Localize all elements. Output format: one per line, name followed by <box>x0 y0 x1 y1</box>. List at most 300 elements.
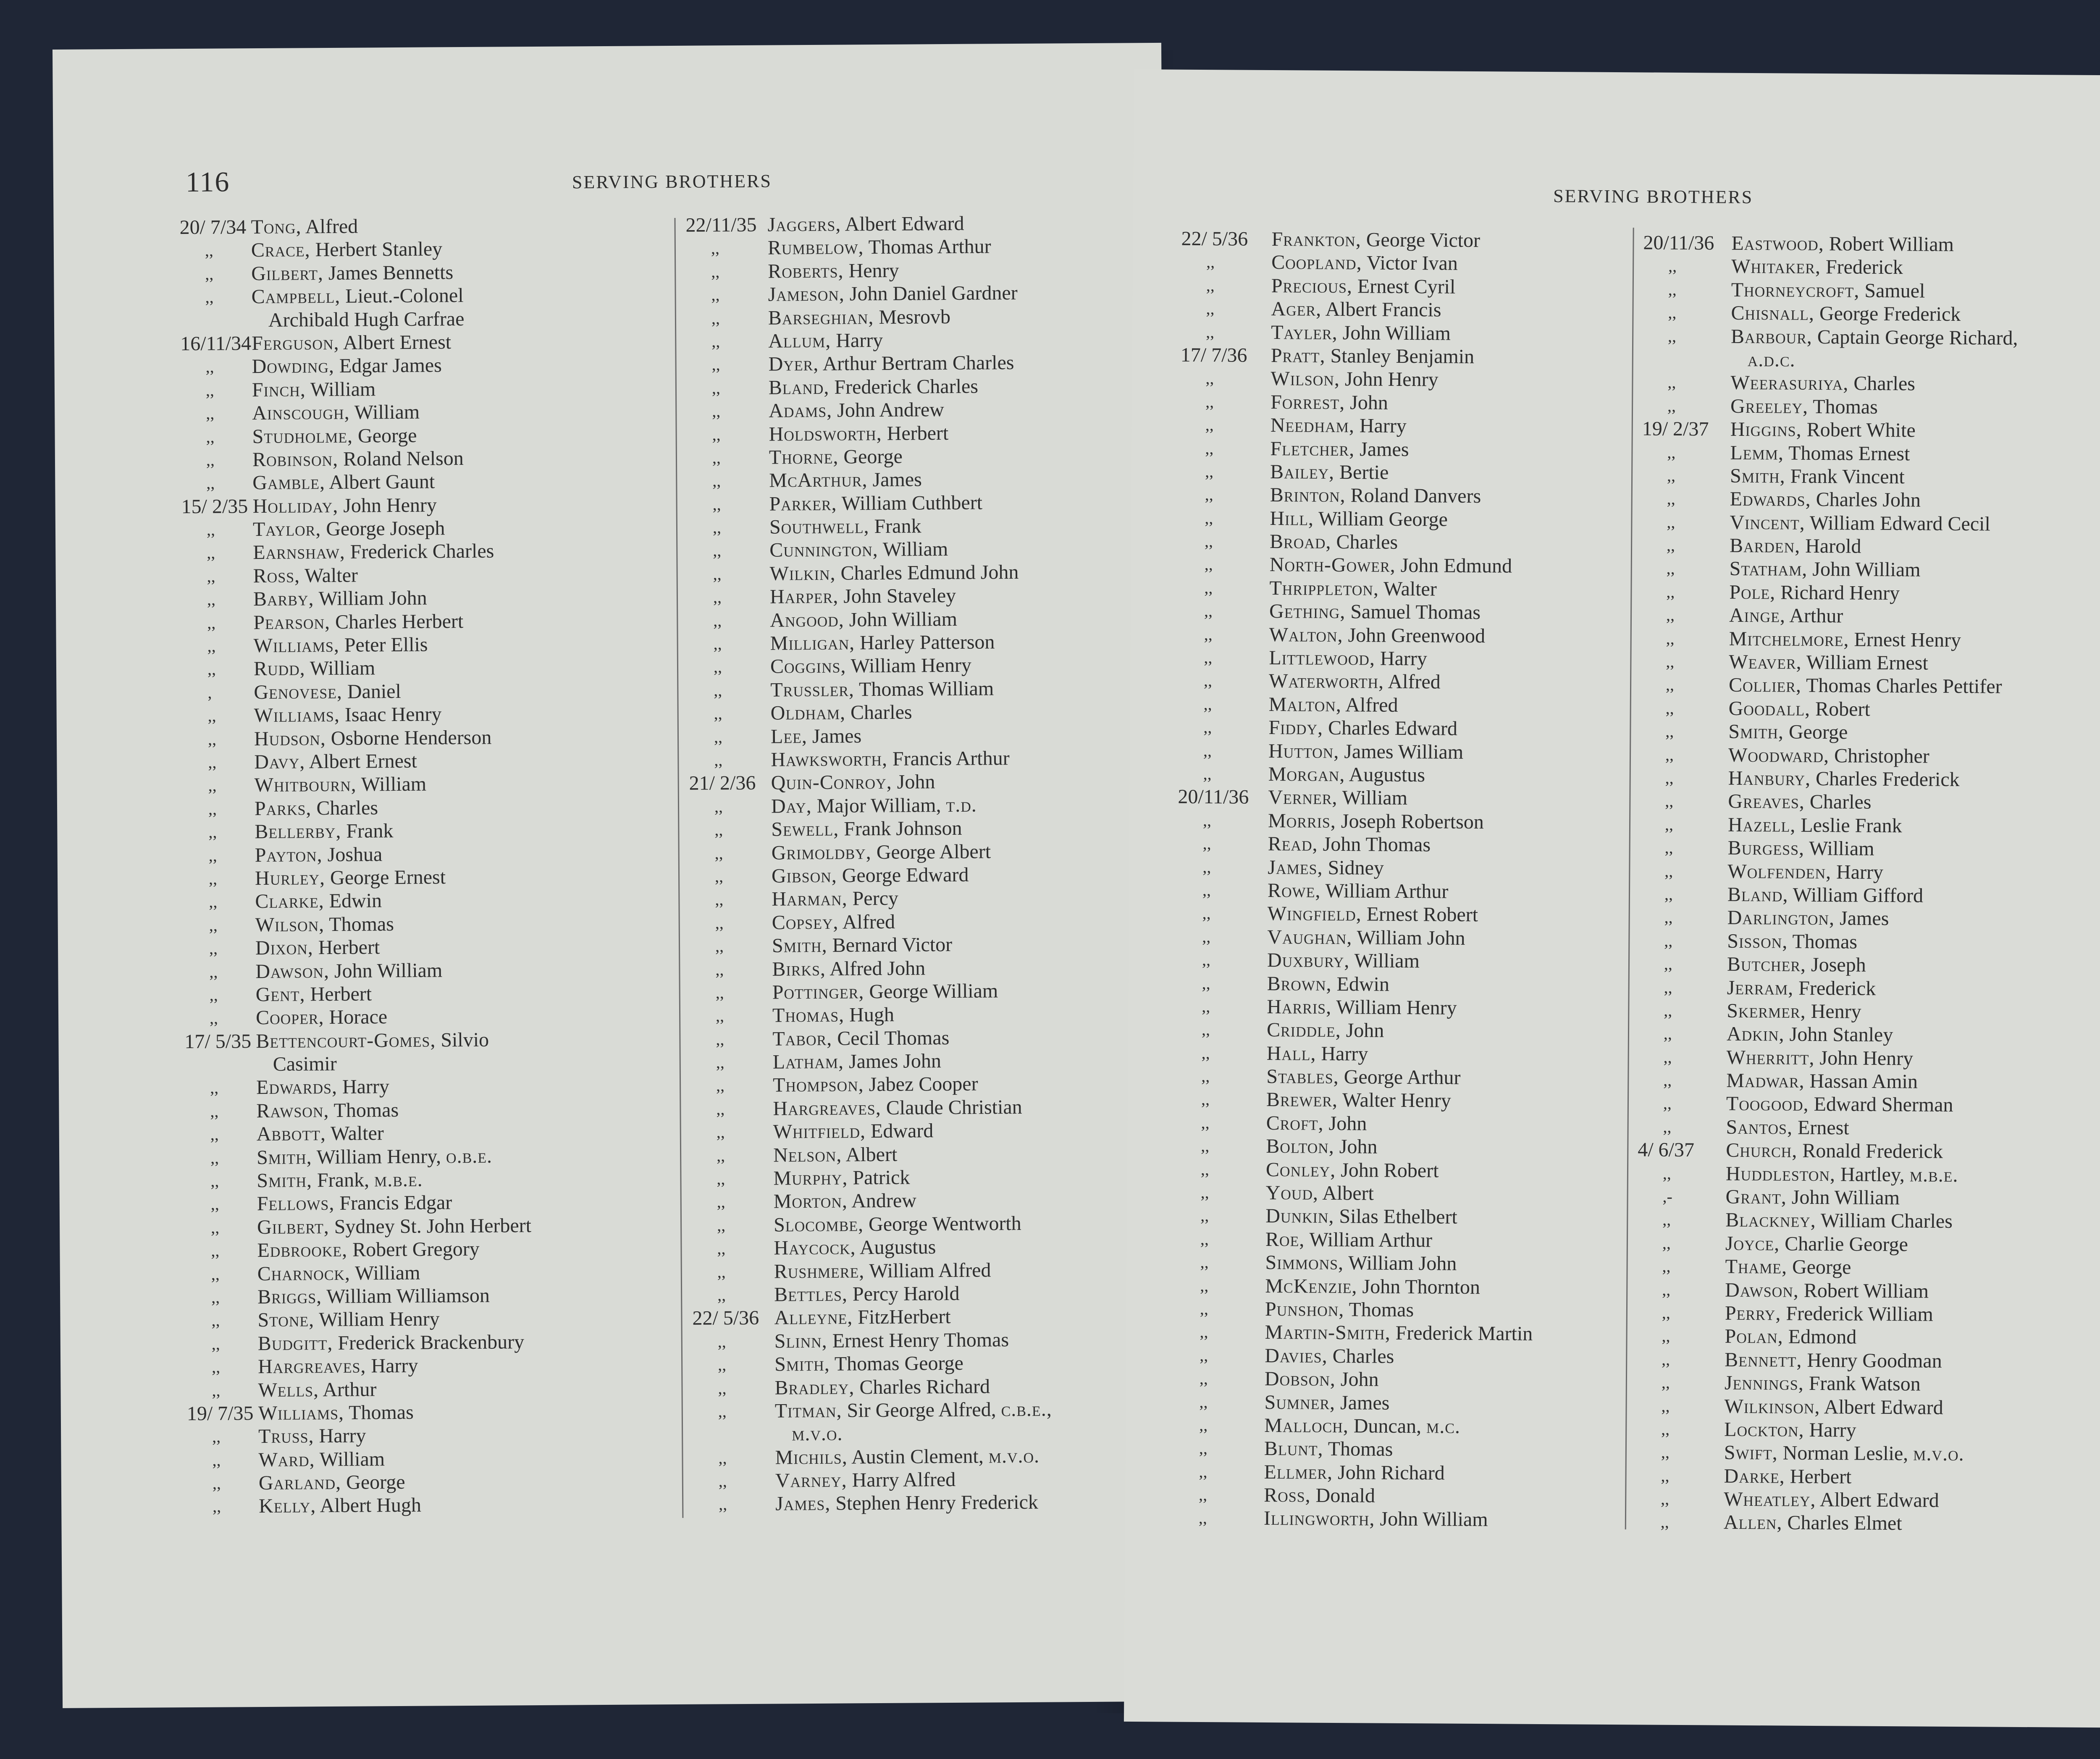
forenames: Ernest Robert <box>1361 903 1478 926</box>
member-name <box>771 793 977 818</box>
surname: Wheatley, <box>1724 1488 1816 1511</box>
surname: Higgins, <box>1730 418 1802 441</box>
surname: Smith, <box>774 1353 830 1376</box>
forenames: Harry <box>1375 647 1428 670</box>
surname: Barbour, <box>1730 325 1813 348</box>
surname: Morgan, <box>1268 763 1345 786</box>
forenames: Charlie George <box>1780 1232 1908 1256</box>
surname: Southwell, <box>769 515 869 538</box>
surname: Bennett, <box>1725 1348 1802 1371</box>
member-name <box>1271 344 1475 368</box>
forenames: Harry <box>366 1354 418 1377</box>
ditto-mark: , <box>207 683 212 702</box>
surname: Thomas, <box>772 1004 845 1027</box>
ditto-mark: ,, <box>1206 299 1215 318</box>
forenames: Austin Clement, <box>847 1445 989 1468</box>
member-name <box>1268 809 1484 834</box>
member-name <box>1728 813 1902 837</box>
surname: Wells, <box>258 1378 319 1401</box>
forenames: John <box>1345 391 1389 414</box>
admission-date: 19/ 2/37 <box>1642 417 1709 440</box>
surname: Barby, <box>253 587 314 611</box>
member-name <box>251 284 463 308</box>
ditto-mark: ,, <box>714 727 723 747</box>
member-name <box>1725 1348 1942 1373</box>
ditto-mark: ,, <box>1664 908 1673 927</box>
ditto-mark: ,, <box>213 1497 221 1516</box>
member-name <box>1727 1022 1893 1047</box>
forenames: John Henry <box>1814 1046 1914 1070</box>
forenames: Walter <box>326 1122 384 1145</box>
member-name <box>775 1444 1040 1469</box>
forenames: John <box>892 771 935 794</box>
honours: o.b.e. <box>446 1145 493 1167</box>
surname: Hargreaves, <box>773 1096 881 1120</box>
member-name <box>252 424 417 448</box>
forenames: Victor Ivan <box>1362 252 1458 275</box>
forenames: Ernest Henry <box>1849 628 1961 651</box>
member-name <box>257 1261 420 1285</box>
forenames: Alfred <box>1383 671 1441 693</box>
surname: Dowding, <box>252 355 335 378</box>
surname: Smith, <box>1730 464 1785 488</box>
admission-date: 19/ 7/35 <box>186 1402 254 1425</box>
member-name <box>1727 929 1857 953</box>
ditto-mark: ,, <box>206 404 215 423</box>
surname: Pearson, <box>253 611 331 634</box>
forenames: Charles Herbert <box>330 610 464 633</box>
forenames: Robert William <box>1824 233 1954 256</box>
forenames: Percy <box>847 887 899 910</box>
ditto-mark: ,, <box>1665 792 1674 811</box>
surname: Greeley, <box>1730 395 1809 418</box>
surname: Fletcher, <box>1270 437 1355 460</box>
member-name <box>1267 925 1465 950</box>
member-name <box>1728 743 1929 768</box>
surname: Hutton, <box>1268 739 1339 763</box>
forenames: Albert Edward <box>1820 1395 1943 1419</box>
honours: m.b.e. <box>1909 1163 1958 1186</box>
member-name <box>769 422 948 446</box>
member-name <box>253 610 463 634</box>
forenames: Frederick <box>1793 977 1876 1000</box>
right-page <box>1124 69 2100 1729</box>
forenames: Thomas <box>1808 395 1878 418</box>
surname: Swift, <box>1724 1441 1778 1464</box>
member-name <box>774 1375 990 1400</box>
member-name <box>1728 720 1848 744</box>
member-name <box>769 561 1018 585</box>
forenames: Henry Goodman <box>1802 1349 1942 1372</box>
ditto-mark: ,, <box>718 1355 727 1374</box>
forenames: George <box>1787 1256 1851 1279</box>
member-name <box>773 1143 898 1167</box>
forenames: Augustus <box>1345 763 1425 786</box>
surname: Davies, <box>1265 1344 1328 1367</box>
honours: m.c. <box>1426 1415 1461 1438</box>
forenames: Charles Edmund John <box>835 561 1019 585</box>
member-name <box>1269 693 1398 717</box>
surname: Haycock, <box>774 1236 856 1259</box>
ditto-mark: ,, <box>1200 1299 1209 1319</box>
ditto-mark: ,, <box>1666 606 1675 625</box>
forenames: William Henry, <box>312 1145 446 1168</box>
forenames: John Richard <box>1332 1461 1445 1484</box>
ditto-mark: ,, <box>208 752 217 772</box>
forenames: William Henry <box>846 654 972 677</box>
forenames: Hartley, <box>1835 1163 1910 1186</box>
forenames: Charles <box>1804 791 1872 814</box>
surname: Genovese, <box>254 680 343 703</box>
ditto-mark: ,, <box>1202 834 1211 853</box>
admission-date: 20/ 7/34 <box>179 216 247 239</box>
member-name <box>769 445 903 469</box>
forenames: Francis Arthur <box>887 747 1010 770</box>
surname: Rushmere, <box>774 1259 865 1283</box>
admission-date: 22/ 5/36 <box>692 1307 759 1330</box>
forenames: Frank Johnson <box>839 817 962 840</box>
forenames: Patrick <box>848 1166 910 1189</box>
member-name <box>1267 1042 1368 1066</box>
member-name <box>1269 577 1437 601</box>
surname: Campbell, <box>251 285 341 308</box>
forenames: William Henry <box>314 1308 440 1331</box>
ditto-mark: ,, <box>1663 1070 1672 1090</box>
surname: Sewell, <box>771 818 839 841</box>
member-name <box>255 865 446 890</box>
surname: Gilbert, <box>251 262 324 285</box>
member-name <box>253 516 445 541</box>
ditto-mark: ,, <box>711 285 720 304</box>
forenames: Alfred <box>301 215 358 238</box>
ditto-mark: ,- <box>1662 1187 1673 1206</box>
member-name <box>769 468 922 493</box>
ditto-mark: ,, <box>718 1402 727 1421</box>
surname: Kelly, <box>259 1494 316 1518</box>
member-name <box>1271 274 1456 299</box>
member-name <box>1729 697 1870 721</box>
surname: Skermer, <box>1727 999 1806 1022</box>
surname: Duxbury, <box>1267 949 1350 972</box>
forenames: Edgar James <box>334 354 442 377</box>
surname: Williams, <box>254 704 340 727</box>
forenames: Mesrovb <box>874 305 951 328</box>
ditto-mark: ,, <box>1200 1183 1209 1202</box>
member-name <box>775 1397 1052 1422</box>
member-name <box>1727 860 1883 884</box>
ditto-mark: ,, <box>1663 1047 1672 1067</box>
surname: Jameson, <box>768 283 845 306</box>
ditto-mark: ,, <box>1664 815 1674 834</box>
forenames: Thomas William <box>854 677 994 701</box>
forenames: John Robert <box>1336 1159 1439 1182</box>
member-name <box>1724 1441 1964 1466</box>
forenames: Cecil Thomas <box>832 1026 950 1050</box>
surname: Slinn, <box>774 1329 827 1353</box>
surname: Tong, <box>251 215 302 239</box>
surname: Cunnington, <box>769 538 878 562</box>
running-head: SERVING BROTHERS <box>1553 186 1754 208</box>
member-name <box>1265 1298 1414 1322</box>
forenames: Henry <box>843 259 899 282</box>
forenames: Ernest Henry Thomas <box>827 1328 1009 1352</box>
forenames: Thomas <box>329 1098 399 1122</box>
surname: Conley, <box>1265 1158 1336 1181</box>
forenames: Thomas <box>1344 1298 1414 1321</box>
forenames: Augustus <box>856 1236 936 1259</box>
member-name <box>1728 767 1960 792</box>
ditto-mark: ,, <box>212 1473 221 1493</box>
ditto-mark: ,, <box>1200 1322 1208 1342</box>
member-name <box>1268 786 1407 810</box>
ditto-mark: ,, <box>1203 671 1213 690</box>
surname: Bellerby, <box>255 820 341 843</box>
ditto-mark: ,, <box>1661 1373 1670 1392</box>
ditto-mark: ,, <box>1201 1043 1210 1062</box>
surname: Huddleston, <box>1725 1162 1836 1185</box>
ditto-mark: ,, <box>1200 1159 1210 1179</box>
member-name <box>1270 553 1512 578</box>
member-name <box>1726 1162 1958 1187</box>
surname: Rawson, <box>256 1099 329 1122</box>
forenames: Roland Danvers <box>1345 484 1481 508</box>
surname: Murphy, <box>773 1167 848 1190</box>
forenames: James Bennetts <box>323 261 454 284</box>
member-name <box>768 351 1014 376</box>
ditto-mark: ,, <box>1201 1067 1210 1086</box>
surname: Fellows, <box>257 1192 335 1215</box>
surname: Angood, <box>770 608 844 632</box>
ditto-mark: ,, <box>207 706 216 725</box>
member-name <box>773 1072 978 1097</box>
forenames: Thomas <box>1323 1438 1393 1461</box>
ditto-mark: ,, <box>207 543 215 563</box>
member-name <box>1727 883 1923 907</box>
surname: Rudd, <box>253 657 305 680</box>
surname: Illingworth, <box>1263 1507 1375 1531</box>
forenames: Charles <box>311 797 378 820</box>
surname: Goodall, <box>1728 697 1811 720</box>
surname: Ager, <box>1271 298 1322 320</box>
ditto-mark: ,, <box>1667 466 1676 485</box>
member-name <box>254 726 492 750</box>
ditto-mark: ,, <box>715 890 724 909</box>
forenames: William Henry <box>1331 996 1457 1019</box>
surname: Bolton, <box>1266 1135 1334 1158</box>
ditto-mark: ,, <box>714 750 723 770</box>
forenames: Harry <box>1804 1418 1856 1442</box>
surname: Nelson, <box>773 1143 842 1167</box>
ditto-mark: ,, <box>1204 624 1213 644</box>
forenames: John Henry <box>338 494 437 517</box>
forenames: Harry <box>1354 414 1407 438</box>
member-name <box>1729 674 2002 698</box>
member-name <box>255 773 427 797</box>
member-name <box>1728 790 1871 814</box>
member-name <box>255 912 394 936</box>
member-name <box>251 261 453 285</box>
ditto-mark: ,, <box>714 797 723 816</box>
ditto-mark: ,, <box>1203 718 1212 737</box>
forenames: Hassan Amin <box>1804 1070 1918 1093</box>
surname: Criddle, <box>1266 1019 1341 1042</box>
ditto-mark: ,, <box>208 869 218 888</box>
member-name <box>255 796 378 820</box>
surname: Darlington, <box>1727 906 1835 930</box>
forenames: Donald <box>1310 1484 1376 1507</box>
member-name <box>771 771 935 795</box>
surname: Grimoldby, <box>771 841 872 864</box>
ditto-mark: ,, <box>716 1029 724 1049</box>
honours: m.v.o. <box>988 1444 1040 1468</box>
surname: Stone, <box>257 1308 315 1332</box>
surname: Darke, <box>1724 1465 1785 1488</box>
forenames: George <box>838 445 903 468</box>
member-name <box>771 724 862 748</box>
member-name <box>1726 1046 1913 1070</box>
member-name <box>1730 488 1921 512</box>
ditto-mark: ,, <box>1668 303 1677 322</box>
forenames: Frederick Martin <box>1390 1322 1533 1345</box>
member-name <box>1264 1507 1488 1531</box>
member-name <box>772 840 991 865</box>
ditto-mark: ,, <box>1201 1136 1210 1156</box>
surname: Day, <box>771 794 812 818</box>
ditto-mark: ,, <box>1198 1508 1208 1528</box>
forenames: George Frederick <box>1814 302 1961 326</box>
surname: Garland, <box>258 1471 341 1494</box>
forenames: Roland Nelson <box>338 447 464 470</box>
member-name <box>1730 371 1915 396</box>
ditto-mark: ,, <box>1205 461 1214 481</box>
forenames: Harry <box>337 1075 390 1098</box>
forenames: Albert Edward <box>841 212 964 236</box>
surname: Ward, <box>258 1448 315 1471</box>
ditto-mark: ,, <box>212 1381 220 1400</box>
member-name <box>1726 1092 1953 1117</box>
surname: Roe, <box>1265 1228 1305 1251</box>
ditto-mark: ,, <box>1663 1117 1672 1136</box>
ditto-mark: ,, <box>1204 555 1213 574</box>
member-name <box>1268 902 1478 926</box>
surname: Vaughan, <box>1267 925 1352 949</box>
member-name <box>257 1237 480 1262</box>
surname: Bland, <box>1727 883 1788 906</box>
surname: Ross, <box>253 564 300 587</box>
surname: Dawson, <box>255 959 330 983</box>
surname: Malton, <box>1268 693 1342 716</box>
ditto-mark: ,, <box>717 1285 726 1305</box>
ditto-mark: ,, <box>1664 978 1672 997</box>
forenames: James <box>1834 907 1889 930</box>
ditto-mark: ,, <box>1205 532 1213 551</box>
member-name <box>252 493 437 518</box>
member-name <box>252 377 376 401</box>
surname: Robinson, <box>252 448 339 471</box>
ditto-mark: ,, <box>716 1076 725 1095</box>
ditto-mark: ,, <box>1199 1462 1208 1481</box>
ditto-mark: ,, <box>713 611 722 630</box>
surname: Bettles, <box>774 1283 848 1306</box>
surname: Birks, <box>772 957 826 980</box>
surname: Littlewood, <box>1269 647 1376 670</box>
member-name <box>1269 623 1486 648</box>
member-name <box>1265 1321 1533 1345</box>
forenames: Frank Vincent <box>1785 465 1905 488</box>
member-name <box>1730 418 1916 442</box>
forenames: Thomas Ernest <box>1783 441 1910 465</box>
member-name <box>1271 321 1451 345</box>
entries-column-2 <box>685 212 1052 1516</box>
ditto-mark: ,, <box>1205 485 1213 504</box>
ditto-mark: ,, <box>208 776 217 795</box>
forenames: John William <box>1337 321 1451 345</box>
member-name <box>775 1491 1038 1515</box>
surname: Santos, <box>1726 1116 1793 1139</box>
ditto-mark: ,, <box>1662 1256 1671 1276</box>
ditto-mark: ,, <box>1664 954 1673 973</box>
ditto-mark: ,, <box>713 587 722 607</box>
admission-date: 17/ 5/35 <box>184 1030 252 1053</box>
ditto-mark: ,, <box>1200 1345 1208 1365</box>
forenames: Frederick William <box>1781 1302 1934 1326</box>
member-name <box>792 1422 843 1446</box>
surname: Earnshaw, <box>253 541 345 564</box>
ditto-mark: ,, <box>212 1427 221 1447</box>
forenames: Albert Ernest <box>339 331 452 354</box>
ditto-mark: ,, <box>716 1053 724 1072</box>
surname: Coopland, <box>1271 251 1362 274</box>
surname: Brown, <box>1267 972 1332 995</box>
forenames: James <box>1335 1391 1390 1414</box>
surname: Wherritt, <box>1726 1046 1815 1069</box>
surname: Harper, <box>769 585 839 608</box>
forenames: Stephen Henry Frederick <box>830 1491 1039 1515</box>
surname: Needham, <box>1270 414 1355 437</box>
name-continuation: Casimir <box>273 1052 337 1075</box>
forenames: Charles Edward <box>1323 716 1458 740</box>
surname: Harris, <box>1267 995 1332 1018</box>
surname: Hawksworth, <box>771 747 888 771</box>
forenames: Harry Alfred <box>847 1468 956 1492</box>
forenames: William John <box>1343 1252 1457 1275</box>
surname: Punshon, <box>1265 1298 1344 1321</box>
ditto-mark: ,, <box>1665 698 1674 718</box>
forenames: Frank <box>341 820 394 842</box>
surname: Jaggers, <box>767 213 841 236</box>
ditto-mark: ,, <box>205 357 214 377</box>
ditto-mark: ,, <box>211 1287 220 1307</box>
member-name <box>256 1075 389 1099</box>
member-name <box>1268 763 1425 787</box>
surname: Sumner, <box>1264 1391 1336 1414</box>
member-name <box>258 1424 366 1448</box>
surname: Hall, <box>1266 1042 1316 1065</box>
forenames: Daniel <box>342 680 402 703</box>
surname: Sisson, <box>1727 930 1788 953</box>
member-name <box>1731 232 1954 257</box>
surname: McKenzie, <box>1265 1274 1357 1298</box>
forenames: William Arthur <box>1320 879 1449 903</box>
member-name <box>1730 464 1905 489</box>
surname: Verner, <box>1268 786 1338 809</box>
surname: Jerram, <box>1727 976 1794 999</box>
member-name <box>1724 1418 1856 1442</box>
member-name <box>769 398 944 422</box>
surname: Coggins, <box>770 655 846 678</box>
forenames: Richard Henry <box>1775 581 1900 605</box>
member-name <box>773 1096 1022 1120</box>
